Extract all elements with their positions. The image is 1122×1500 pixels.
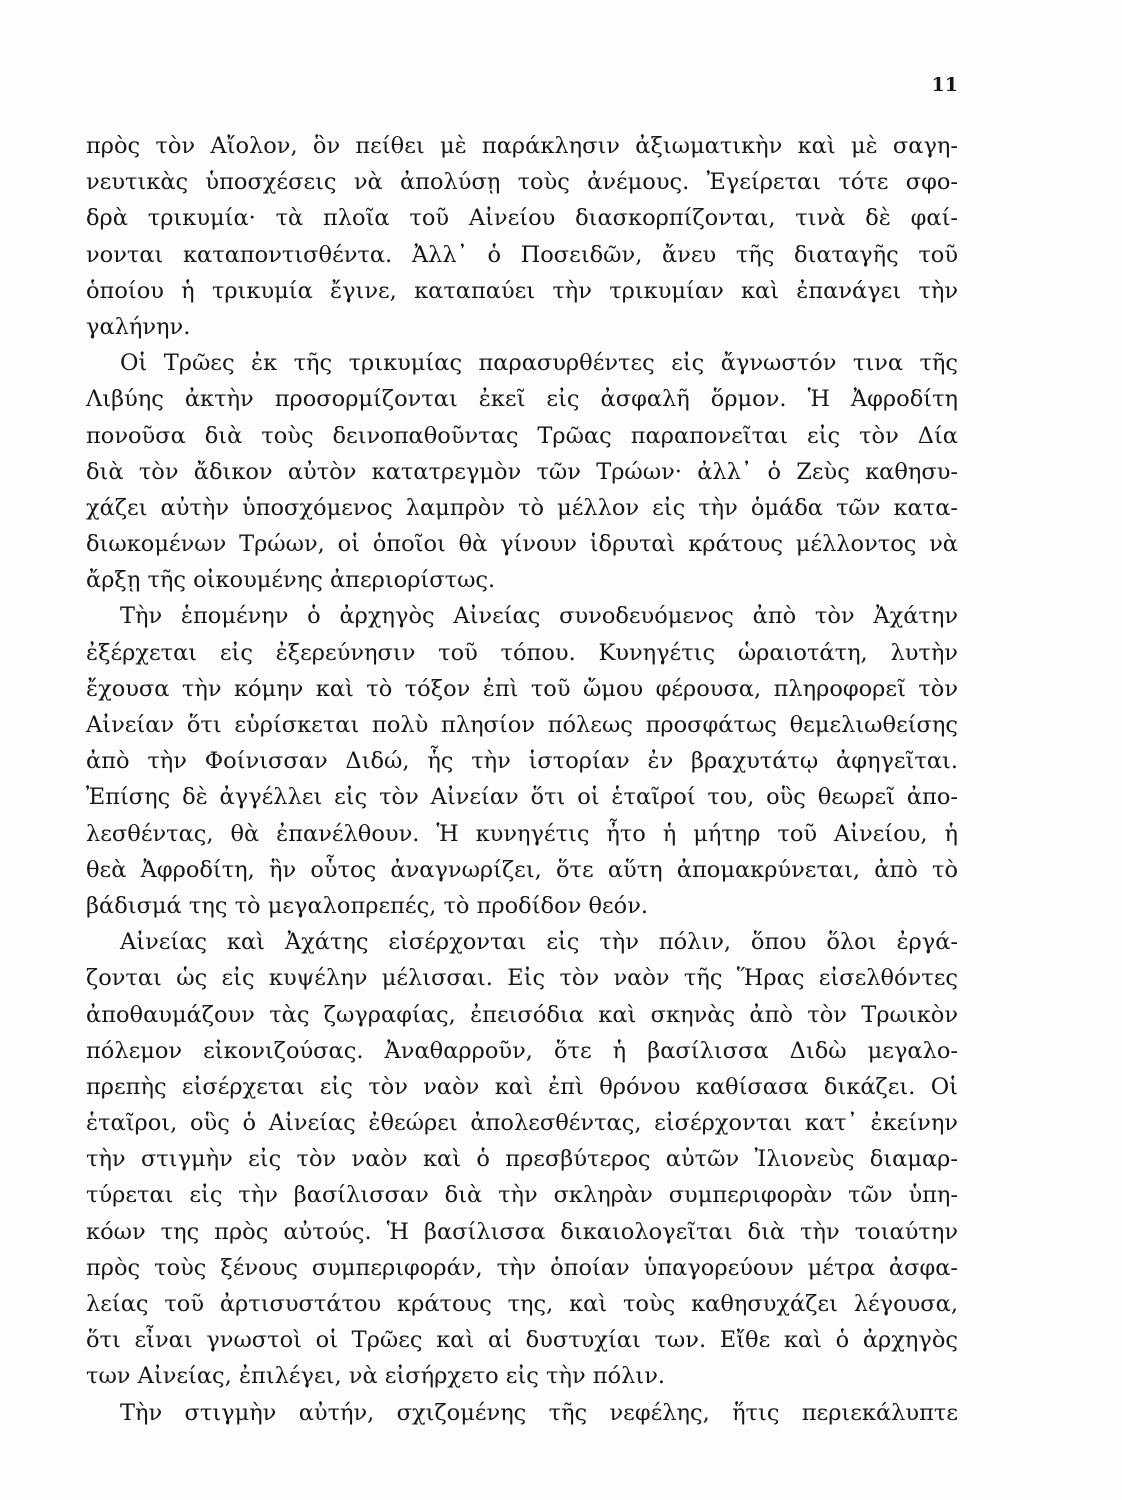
paragraph xyxy=(86,598,958,924)
text-line: τὴν στιγμὴν εἰς τὸν ναὸν καὶ ὁ πρεσβύτερος αὐτῶν Ἰλιονεὺς διαμαρ- xyxy=(86,1146,958,1173)
text-line: πόλεμον εἰκονιζούσας. Ἀναθαρροῦν, ὅτε ἡ βασίλισσα Διδὼ μεγαλο- xyxy=(86,1037,958,1064)
text-line: θεὰ Ἀφροδίτη, ἣν οὗτος ἀναγνωρίζει, ὅτε αὕτη ἀπομακρύνεται, ἀπὸ τὸ xyxy=(86,856,958,883)
text-line: ἐξέρχεται εἰς ἐξερεύνησιν τοῦ τόπου. Κυνηγέτις ὡραιοτάτη, λυτὴν xyxy=(86,639,958,666)
paragraph xyxy=(86,1395,958,1431)
text-line: πονοῦσα διὰ τοὺς δεινοπαθοῦντας Τρῶας παραπονεῖται εἰς τὸν Δία xyxy=(86,422,958,449)
text-line: γαλήνην. xyxy=(86,313,191,340)
text-line: λεσθέντας, θὰ ἐπανέλθουν. Ἡ κυνηγέτις ἦτο ἡ μήτηρ τοῦ Αἰνείου, ἡ xyxy=(86,820,958,847)
text-line: τύρεται εἰς τὴν βασίλισσαν διὰ τὴν σκληρὰν συμπεριφορὰν τῶν ὑπη- xyxy=(86,1182,958,1209)
text-line: Τὴν στιγμὴν αὐτήν, σχιζομένης τῆς νεφέλης, ἥτις περιεκάλυπτε xyxy=(120,1399,958,1426)
paragraph xyxy=(86,345,958,598)
text-line: πρεπὴς εἰσέρχεται εἰς τὸν ναὸν καὶ ἐπὶ θρόνου καθίσασα δικάζει. Οἱ xyxy=(86,1073,958,1100)
text-line: ἀποθαυμάζουν τὰς ζωγραφίας, ἐπεισόδια καὶ σκηνὰς ἀπὸ τὸν Τρωικὸν xyxy=(86,1001,958,1028)
text-line: ἀπὸ τὴν Φοίνισσαν Διδώ, ἧς τὴν ἱστορίαν ἐν βραχυτάτῳ ἀφηγεῖται. xyxy=(86,748,958,775)
text-line: βάδισμά της τὸ μεγαλοπρεπές, τὸ προδίδον θεόν. xyxy=(86,892,649,919)
page-number: 11 xyxy=(931,74,958,96)
text-line: δρὰ τρικυμία· τὰ πλοῖα τοῦ Αἰνείου διασκορπίζονται, τινὰ δὲ φαί- xyxy=(86,205,958,232)
text-line: διὰ τὸν ἄδικον αὐτὸν κατατρεγμὸν τῶν Τρώων· ἀλλ᾽ ὁ Ζεὺς καθησυ- xyxy=(86,458,958,485)
text-line: ὁποίου ἡ τρικυμία ἔγινε, καταπαύει τὴν τρικυμίαν καὶ ἐπανάγει τὴν xyxy=(86,277,958,304)
text-line: ὅτι εἶναι γνωστοὶ οἱ Τρῶες καὶ αἱ δυστυχίαι των. Εἴθε καὶ ὁ ἀρχηγὸς xyxy=(86,1327,958,1354)
text-line: ἑταῖροι, οὓς ὁ Αἰνείας ἐθεώρει ἀπολεσθέντας, εἰσέρχονται κατ᾽ ἐκείνην xyxy=(86,1110,958,1137)
text-line: ζονται ὡς εἰς κυψέλην μέλισσαι. Εἰς τὸν ναὸν τῆς Ἥρας εἰσελθόντες xyxy=(86,965,958,992)
text-line: των Αἰνείας, ἐπιλέγει, νὰ εἰσήρχετο εἰς τὴν πόλιν. xyxy=(86,1363,666,1390)
text-line: λείας τοῦ ἀρτισυστάτου κράτους της, καὶ τοὺς καθησυχάζει λέγουσα, xyxy=(86,1291,958,1317)
text-line: Λιβύης ἀκτὴν προσορμίζονται ἐκεῖ εἰς ἀσφαλῆ ὅρμον. Ἡ Ἀφροδίτη xyxy=(86,386,958,413)
text-line: Ἐπίσης δὲ ἀγγέλλει εἰς τὸν Αἰνείαν ὅτι οἱ ἑταῖροί του, οὓς θεωρεῖ ἀπο- xyxy=(86,784,958,811)
text-line: Αἰνείας καὶ Ἀχάτης εἰσέρχονται εἰς τὴν πόλιν, ὅπου ὅλοι ἐργά- xyxy=(120,929,958,956)
text-line: πρὸς τὸν Αἴολον, ὃν πείθει μὲ παράκλησιν ἀξιωματικὴν καὶ μὲ σαγη- xyxy=(86,133,958,159)
paragraph xyxy=(86,128,958,345)
paragraph xyxy=(86,924,958,1394)
text-line: διωκομένων Τρώων, οἱ ὁποῖοι θὰ γίνουν ἱδρυταὶ κράτους μέλλοντος νὰ xyxy=(86,531,958,558)
text-line: χάζει αὐτὴν ὑποσχόμενος λαμπρὸν τὸ μέλλον εἰς τὴν ὁμάδα τῶν κατα- xyxy=(86,494,958,521)
text-line: νευτικὰς ὑποσχέσεις νὰ ἀπολύσῃ τοὺς ἀνέμους. Ἐγείρεται τότε σφο- xyxy=(86,169,958,196)
text-line: ἔχουσα τὴν κόμην καὶ τὸ τόξον ἐπὶ τοῦ ὤμου φέρουσα, πληροφορεῖ τὸν xyxy=(86,675,958,702)
text-line: Αἰνείαν ὅτι εὑρίσκεται πολὺ πλησίον πόλεως προσφάτως θεμελιωθείσης xyxy=(86,712,958,738)
text-line: νονται καταποντισθέντα. Ἀλλ᾽ ὁ Ποσειδῶν, ἄνευ τῆς διαταγῆς τοῦ xyxy=(86,241,958,268)
text-line: Οἱ Τρῶες ἐκ τῆς τρικυμίας παρασυρθέντες εἰς ἄγνωστόν τινα τῆς xyxy=(120,350,958,377)
text-line: πρὸς τοὺς ξένους συμπεριφοράν, τὴν ὁποίαν ὑπαγορεύουν μέτρα ἀσφα- xyxy=(86,1254,958,1281)
body-text xyxy=(86,128,958,1431)
text-line: Τὴν ἑπομένην ὁ ἀρχηγὸς Αἰνείας συνοδευόμενος ἀπὸ τὸν Ἀχάτην xyxy=(120,603,958,630)
text-line: κόων της πρὸς αὐτούς. Ἡ βασίλισσα δικαιολογεῖται διὰ τὴν τοιαύτην xyxy=(86,1218,958,1245)
text-line: ἄρξῃ τῆς οἰκουμένης ἀπεριορίστως. xyxy=(86,567,496,594)
